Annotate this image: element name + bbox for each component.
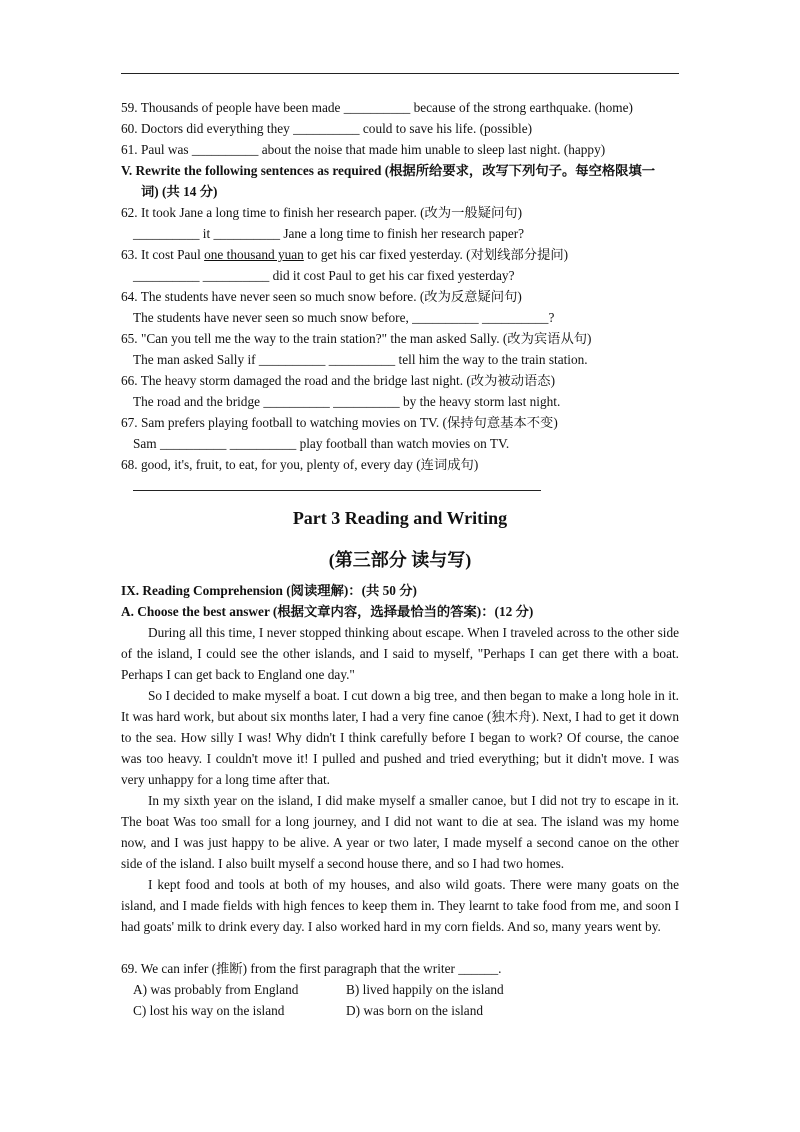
top-rule (121, 73, 679, 74)
option-d: D) was born on the island (346, 1003, 484, 1018)
option-b: B) lived happily on the island (346, 982, 504, 997)
answer-66: The road and the bridge __________ __________ by the heavy storm last night. (133, 394, 561, 409)
question-59: 59. Thousands of people have been made __________ because of the strong earthquake. (home) (121, 100, 633, 115)
question-64: 64. The students have never seen so much snow before. (改为反意疑问句) (121, 289, 522, 304)
passage-paragraph-1: During all this time, I never stopped thinking about escape. When I traveled across to the other side of the island, I could see the other islands, and I said to myself, "Perhaps I can get there with a boat. Perhaps I can get back to England one day." (121, 625, 679, 682)
question-63 (121, 244, 681, 265)
part-3-subtitle: (第三部分 读与写) (328, 550, 472, 570)
answer-67: Sam __________ __________ play football than watch movies on TV. (133, 436, 510, 451)
question-63-pre: 63. It cost Paul (121, 247, 205, 262)
question-61: 61. Paul was __________ about the noise that made him unable to sleep last night. (happy) (121, 142, 606, 157)
section-9-heading: IX. Reading Comprehension (阅读理解)：(共 50 分) (121, 583, 417, 598)
question-65: 65. "Can you tell me the way to the train station?" the man asked Sally. (改为宾语从句) (121, 331, 592, 346)
section-5-heading-cont: 词) (共 14 分) (141, 184, 218, 199)
answer-64: The students have never seen so much snow before, __________ __________? (133, 310, 555, 325)
option-a: A) was probably from England (133, 982, 299, 997)
question-63-underlined: one thousand yuan (204, 247, 304, 262)
question-69: 69. We can infer (推断) from the first paragraph that the writer ______. (121, 961, 502, 976)
question-67: 67. Sam prefers playing football to watching movies on TV. (保持句意基本不变) (121, 415, 558, 430)
answer-line-68 (133, 490, 541, 491)
section-a-heading: A. Choose the best answer (根据文章内容，选择最恰当的答案)：(12 分) (121, 604, 534, 619)
question-66: 66. The heavy storm damaged the road and the bridge last night. (改为被动语态) (121, 373, 556, 388)
passage-paragraph-4: I kept food and tools at both of my houses, and also wild goats. There were many goats on the island, and I made fields with high fences to keep them in. They learnt to take food from me, and soon I had goats' milk to drink every day. I also worked hard in my corn fields. And so, many years went by. (121, 877, 679, 934)
question-68: 68. good, it's, fruit, to eat, for you, plenty of, every day (连词成句) (121, 457, 479, 472)
option-c: C) lost his way on the island (133, 1003, 285, 1018)
answer-62: __________ it __________ Jane a long time to finish her research paper? (133, 226, 525, 241)
answer-65: The man asked Sally if __________ __________ tell him the way to the train station. (133, 352, 588, 367)
question-63-post: to get his car fixed yesterday. (对划线部分提问) (303, 247, 569, 262)
answer-63: __________ __________ did it cost Paul to get his car fixed yesterday? (133, 268, 515, 283)
passage-paragraph-2: So I decided to make myself a boat. I cut down a big tree, and then began to make a long hole in it. It was hard work, but about six months later, I had a very fine canoe (独木舟). Next, I had to get it down to the sea. How silly I was! Why didn't I think carefully before I began to work? Of course, the canoe was too heavy. I couldn't move it! I pulled and pushed and tried everything; but it didn't move. I was very unhappy for a long time after that. (121, 688, 679, 787)
question-62: 62. It took Jane a long time to finish her research paper. (改为一般疑问句) (121, 205, 523, 220)
question-60: 60. Doctors did everything they __________ could to save his life. (possible) (121, 121, 533, 136)
part-3-title: Part 3 Reading and Writing (292, 508, 508, 528)
section-5-heading: V. Rewrite the following sentences as required (根据所给要求，改写下列句子。每空格限填一 (121, 163, 656, 178)
passage-paragraph-3: In my sixth year on the island, I did make myself a smaller canoe, but I did not try to escape in it. The boat Was too small for a long journey, and I did not want to die at sea. The island was my home now, and I was just happy to be alive. A year or two later, I made myself a second canoe on the other side of the island. I also built myself a second house there, and so I had two homes. (121, 793, 679, 871)
